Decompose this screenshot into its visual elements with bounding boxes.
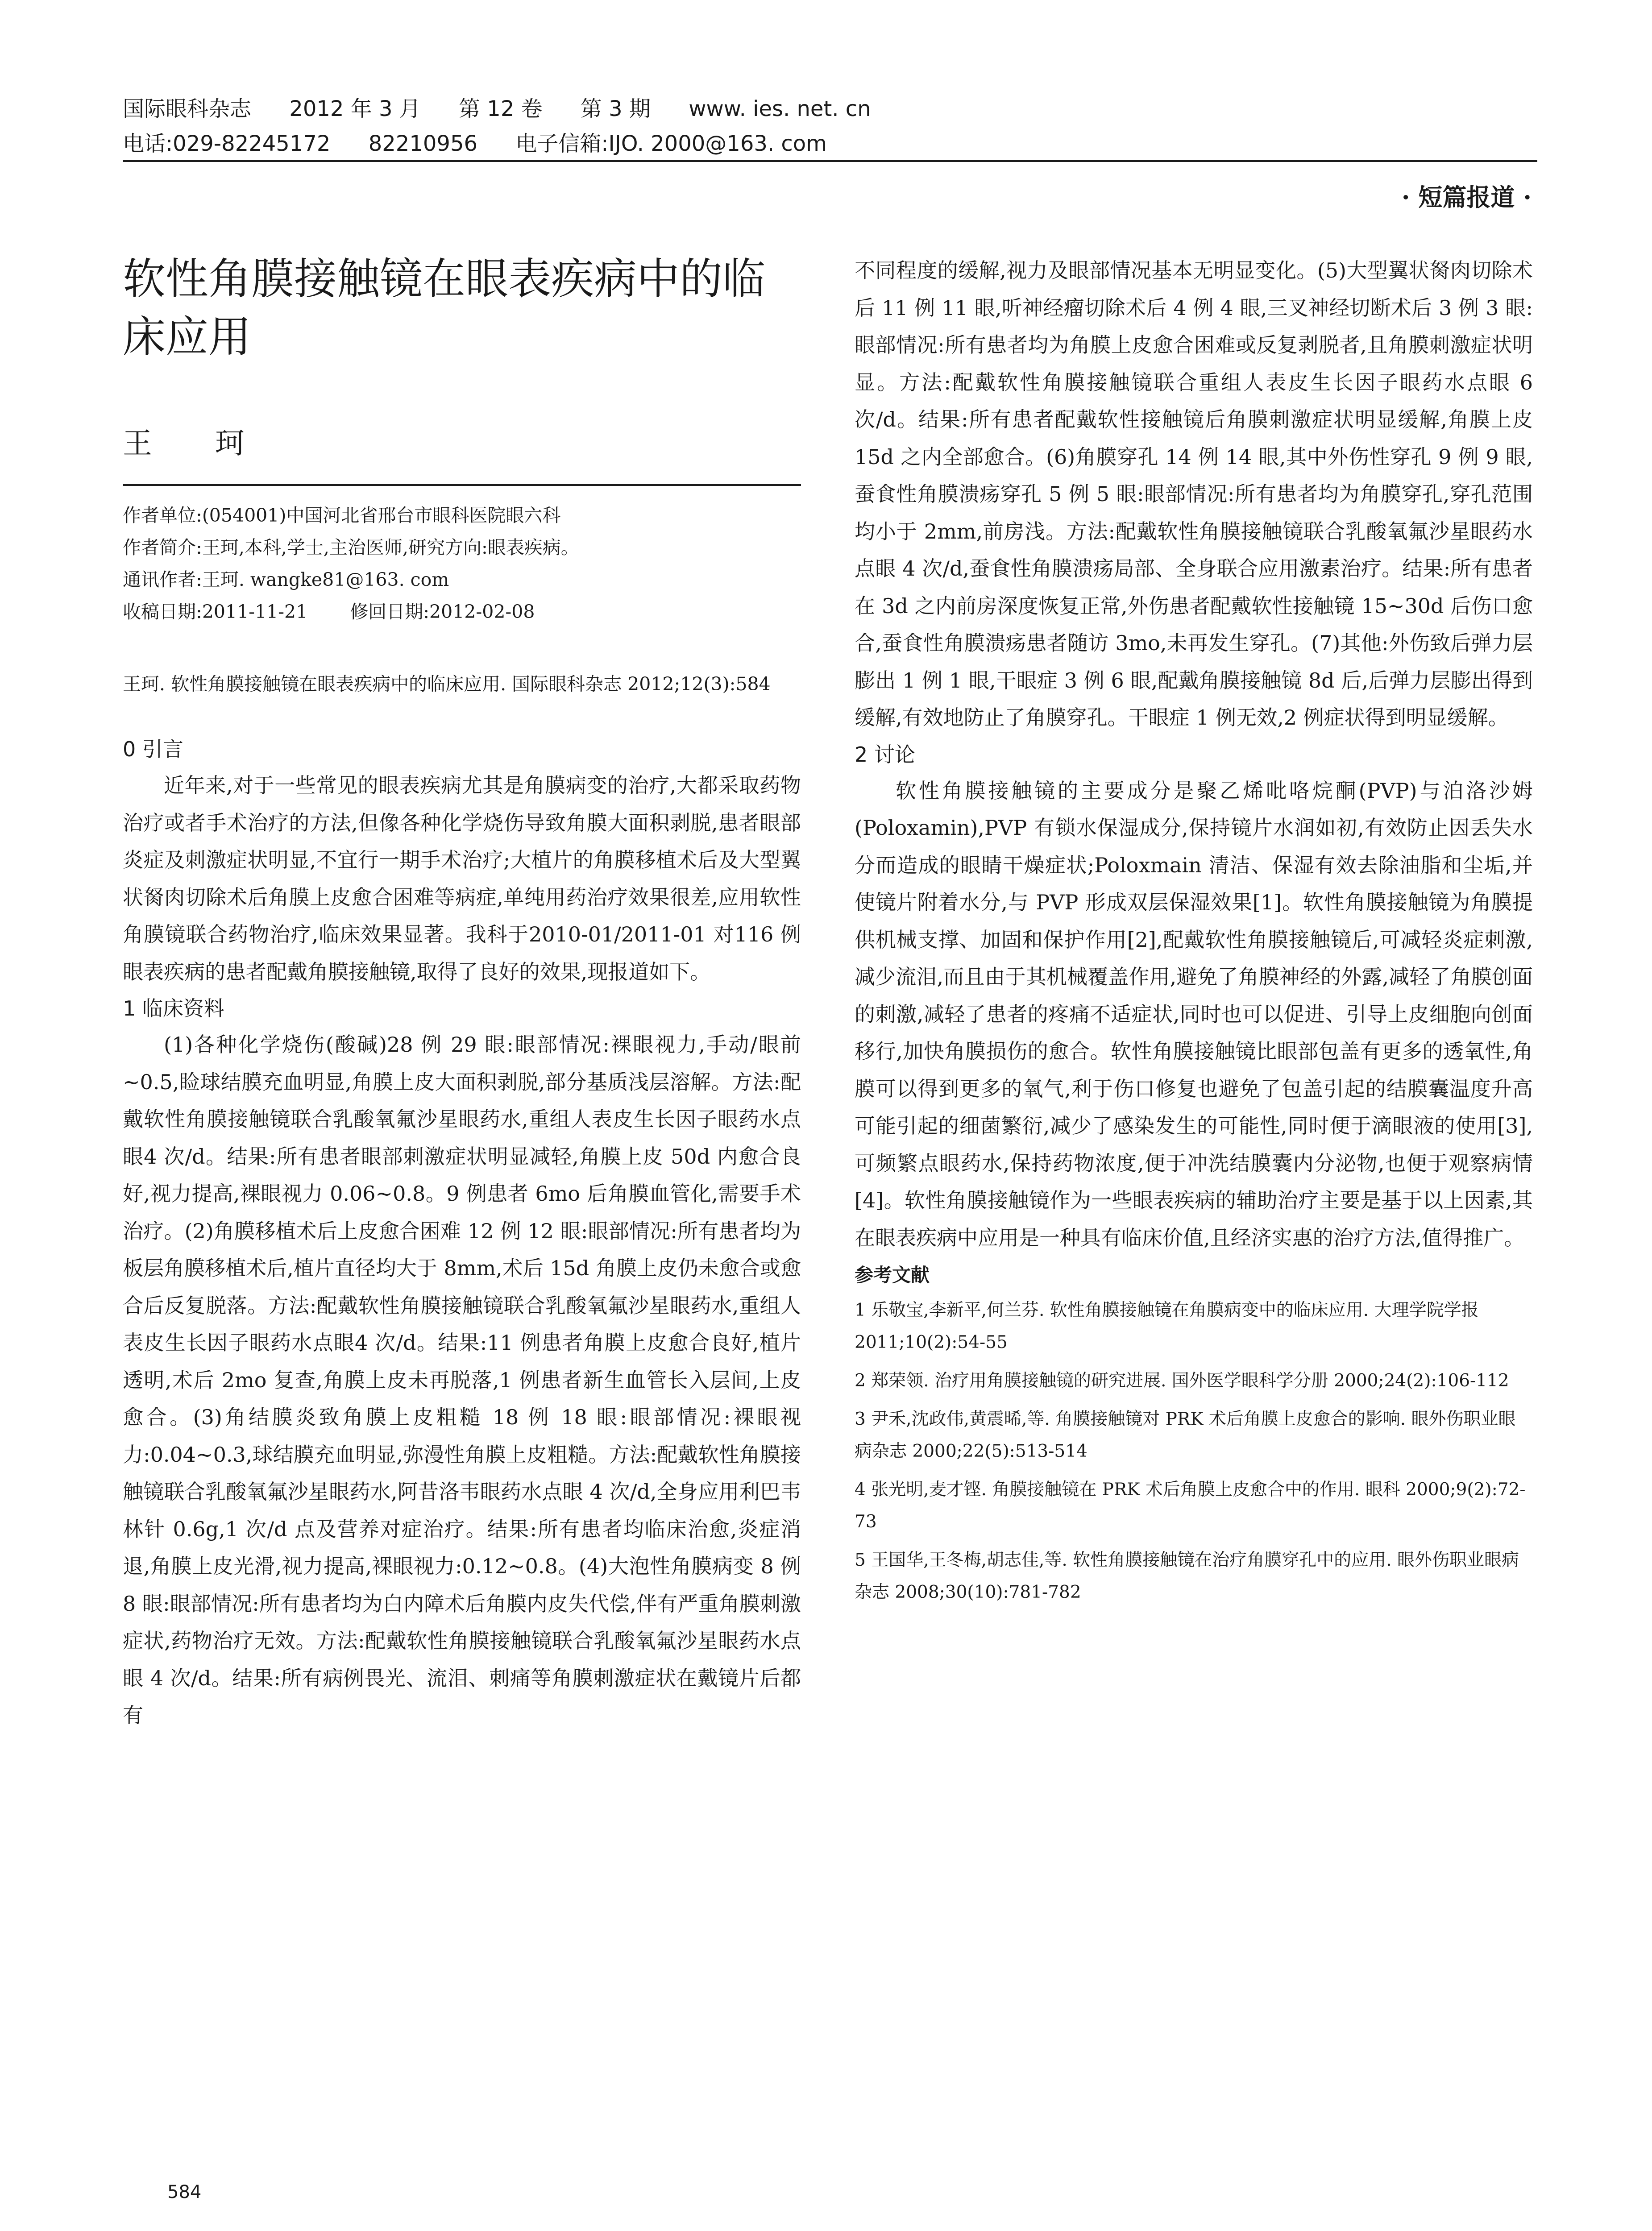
reference-item: 3 尹禾,沈政伟,黄震晞,等. 角膜接触镜对 PRK 术后角膜上皮愈合的影响. 眼外伤职业眼病杂志 2000;22(5):513-514 (855, 1409, 1516, 1461)
discussion-heading: 2 讨论 (855, 742, 915, 767)
author-meta (123, 499, 801, 628)
phone: 电话:029-82245172 (123, 131, 331, 156)
reference-item: 1 乐敬宝,李新平,何兰芬. 软性角膜接触镜在角膜病变中的临床应用. 大理学院学报 2011;10(2):54-55 (855, 1300, 1479, 1352)
issue-date: 2012 年 3 月 (289, 96, 421, 121)
issue-number: 第 3 期 (580, 96, 651, 121)
article-title: 软性角膜接触镜在眼表疾病中的临床应用 (123, 254, 765, 362)
author-affiliation: 作者单位:(054001)中国河北省邢台市眼科医院眼六科 (123, 505, 561, 526)
reference-item: 5 王国华,王冬梅,胡志佳,等. 软性角膜接触镜在治疗角膜穿孔中的应用. 眼外伤职业眼病杂志 2008;30(10):781-782 (855, 1550, 1519, 1602)
journal-header-line-2 (123, 126, 858, 157)
journal-website: www. ies. net. cn (689, 96, 871, 121)
clinical-heading: 1 临床资料 (123, 996, 224, 1020)
citation: 王珂. 软性角膜接触镜在眼表疾病中的临床应用. 国际眼科杂志 2012;12(3):584 (123, 673, 771, 695)
intro-heading: 0 引言 (123, 737, 183, 761)
author-bio: 作者简介:王珂,本科,学士,主治医师,研究方向:眼表疾病。 (123, 537, 579, 558)
discussion-paragraph: 软性角膜接触镜的主要成分是聚乙烯吡咯烷酮(PVP)与泊洛沙姆(Poloxamin),PVP 有锁水保湿成分,保持镜片水润如初,有效防止因丢失水分而造成的眼睛干燥症状;Poloxmain 清洁、保湿有效去除油脂和尘垢,并使镜片附着水分,与 PVP 形成双层保湿效果[1]。软性角膜接触镜为角膜提供机械支撑、加固和保护作用[2],配戴软性角膜接触镜后,可减轻炎症刺激,减少流泪,而且由于其机械覆盖作用,避免了角膜神经的外露,减轻了角膜创面的刺激,减轻了患者的疼痛不适症状,同时也可以促进、引导上皮细胞向创面移行,加快角膜损伤的愈合。软性角膜接触镜比眼部包盖有更多的透氧性,角膜可以得到更多的氧气,利于伤口修复也避免了包盖引起的结膜囊温度升高可能引起的细菌繁衍,减少了感染发生的可能性,同时便于滴眼液的使用[3],可频繁点眼药水,保持药物浓度,便于冲洗结膜囊内分泌物,也便于观察病情[4]。软性角膜接触镜作为一些眼表疾病的辅助治疗主要是基于以上因素,其在眼表疾病中应用是一种具有临床价值,且经济实惠的治疗方法,值得推广。 (855, 778, 1533, 1250)
intro-paragraph: 近年来,对于一些常见的眼表疾病尤其是角膜病变的治疗,大都采取药物治疗或者手术治疗的方法,但像各种化学烧伤导致角膜大面积剥脱,患者眼部炎症及刺激症状明显,不宜行一期手术治疗;大植片的角膜移植术后及大型翼状胬肉切除术后角膜上皮愈合困难等病症,单纯用药治疗效果很差,应用软性角膜镜联合药物治疗,临床效果显著。我科于2010-01/2011-01 对116 例眼表疾病的患者配戴角膜接触镜,取得了良好的效果,现报道如下。 (123, 773, 801, 984)
section-tag: · 短篇报道 · (1401, 183, 1532, 211)
clinical-paragraph-continued: 不同程度的缓解,视力及眼部情况基本无明显变化。(5)大型翼状胬肉切除术后 11 例 11 眼,听神经瘤切除术后 4 例 4 眼,三叉神经切断术后 3 例 3 眼:眼部情况:所有患者均为角膜上皮愈合困难或反复剥脱者,且角膜刺激症状明显。方法:配戴软性角膜接触镜联合重组人表皮生长因子眼药水点眼 6 次/d。结果:所有患者配戴软性接触镜后角膜刺激症状明显缓解,角膜上皮 15d 之内全部愈合。(6)角膜穿孔 14 例 14 眼,其中外伤性穿孔 9 例 9 眼,蚕食性角膜溃疡穿孔 5 例 5 眼:眼部情况:所有患者均为角膜穿孔,穿孔范围均小于 2mm,前房浅。方法:配戴软性角膜接触镜联合乳酸氧氟沙星眼药水点眼 4 次/d,蚕食性角膜溃疡局部、全身联合应用激素治疗。结果:所有患者在 3d 之内前房深度恢复正常,外伤患者配戴软性接触镜 15~30d 后伤口愈合,蚕食性角膜溃疡患者随访 3mo,未再发生穿孔。(7)其他:外伤致后弹力层膨出 1 例 1 眼,干眼症 3 例 6 眼,配戴角膜接触镜 8d 后,后弹力层膨出得到缓解,有效地防止了角膜穿孔。干眼症 1 例无效,2 例症状得到明显缓解。 (855, 258, 1533, 730)
email: 电子信箱:IJO. 2000@163. com (515, 131, 827, 156)
article-author: 王 珂 (123, 426, 271, 460)
right-column (855, 252, 1533, 1615)
header-rule (123, 160, 1537, 162)
corresponding-author: 通讯作者:王珂. wangke81@163. com (123, 569, 449, 590)
phone-2: 82210956 (368, 131, 478, 156)
clinical-paragraph: (1)各种化学烧伤(酸碱)28 例 29 眼:眼部情况:裸眼视力,手动/眼前~0.5,睑球结膜充血明显,角膜上皮大面积剥脱,部分基质浅层溶解。方法:配戴软性角膜接触镜联合乳酸氧氟沙星眼药水,重组人表皮生长因子眼药水点眼4 次/d。结果:所有患者眼部刺激症状明显减轻,角膜上皮 50d 内愈合良好,视力提高,裸眼视力 0.06~0.8。9 例患者 6mo 后角膜血管化,需要手术治疗。(2)角膜移植术后上皮愈合困难 12 例 12 眼:眼部情况:所有患者均为板层角膜移植术后,植片直径均大于 8mm,术后 15d 角膜上皮仍未愈合或愈合后反复脱落。方法:配戴软性角膜接触镜联合乳酸氧氟沙星眼药水,重组人表皮生长因子眼药水点眼4 次/d。结果:11 例患者角膜上皮愈合良好,植片透明,术后 2mo 复查,角膜上皮未再脱落,1 例患者新生血管长入层间,上皮愈合。(3)角结膜炎致角膜上皮粗糙 18 例 18 眼:眼部情况:裸眼视力:0.04~0.3,球结膜充血明显,弥漫性角膜上皮粗糙。方法:配戴软性角膜接触镜联合乳酸氧氟沙星眼药水,阿昔洛韦眼药水点眼 4 次/d,全身应用利巴韦林针 0.6g,1 次/d 点及营养对症治疗。结果:所有患者均临床治愈,炎症消退,角膜上皮光滑,视力提高,裸眼视力:0.12~0.8。(4)大泡性角膜病变 8 例 8 眼:眼部情况:所有患者均为白内障术后角膜内皮失代偿,伴有严重角膜刺激症状,药物治疗无效。方法:配戴软性角膜接触镜联合乳酸氧氟沙星眼药水点眼 4 次/d。结果:所有病例畏光、流泪、刺痛等角膜刺激症状在戴镜片后都有 (123, 1033, 801, 1727)
left-column (123, 250, 801, 1734)
journal-header-line-1 (123, 91, 902, 122)
author-rule (123, 484, 801, 486)
reference-item: 4 张光明,麦才铿. 角膜接触镜在 PRK 术后角膜上皮愈合中的作用. 眼科 2000;9(2):72-73 (855, 1480, 1526, 1532)
references-heading: 参考文献 (855, 1264, 930, 1286)
reference-item: 2 郑荣领. 治疗用角膜接触镜的研究进展. 国外医学眼科学分册 2000;24(2):106-112 (855, 1371, 1509, 1391)
journal-name: 国际眼科杂志 (123, 96, 252, 121)
received-dates: 收稿日期:2011-11-21 修回日期:2012-02-08 (123, 601, 535, 622)
volume: 第 12 卷 (459, 96, 543, 121)
page-number: 584 (167, 2182, 202, 2202)
